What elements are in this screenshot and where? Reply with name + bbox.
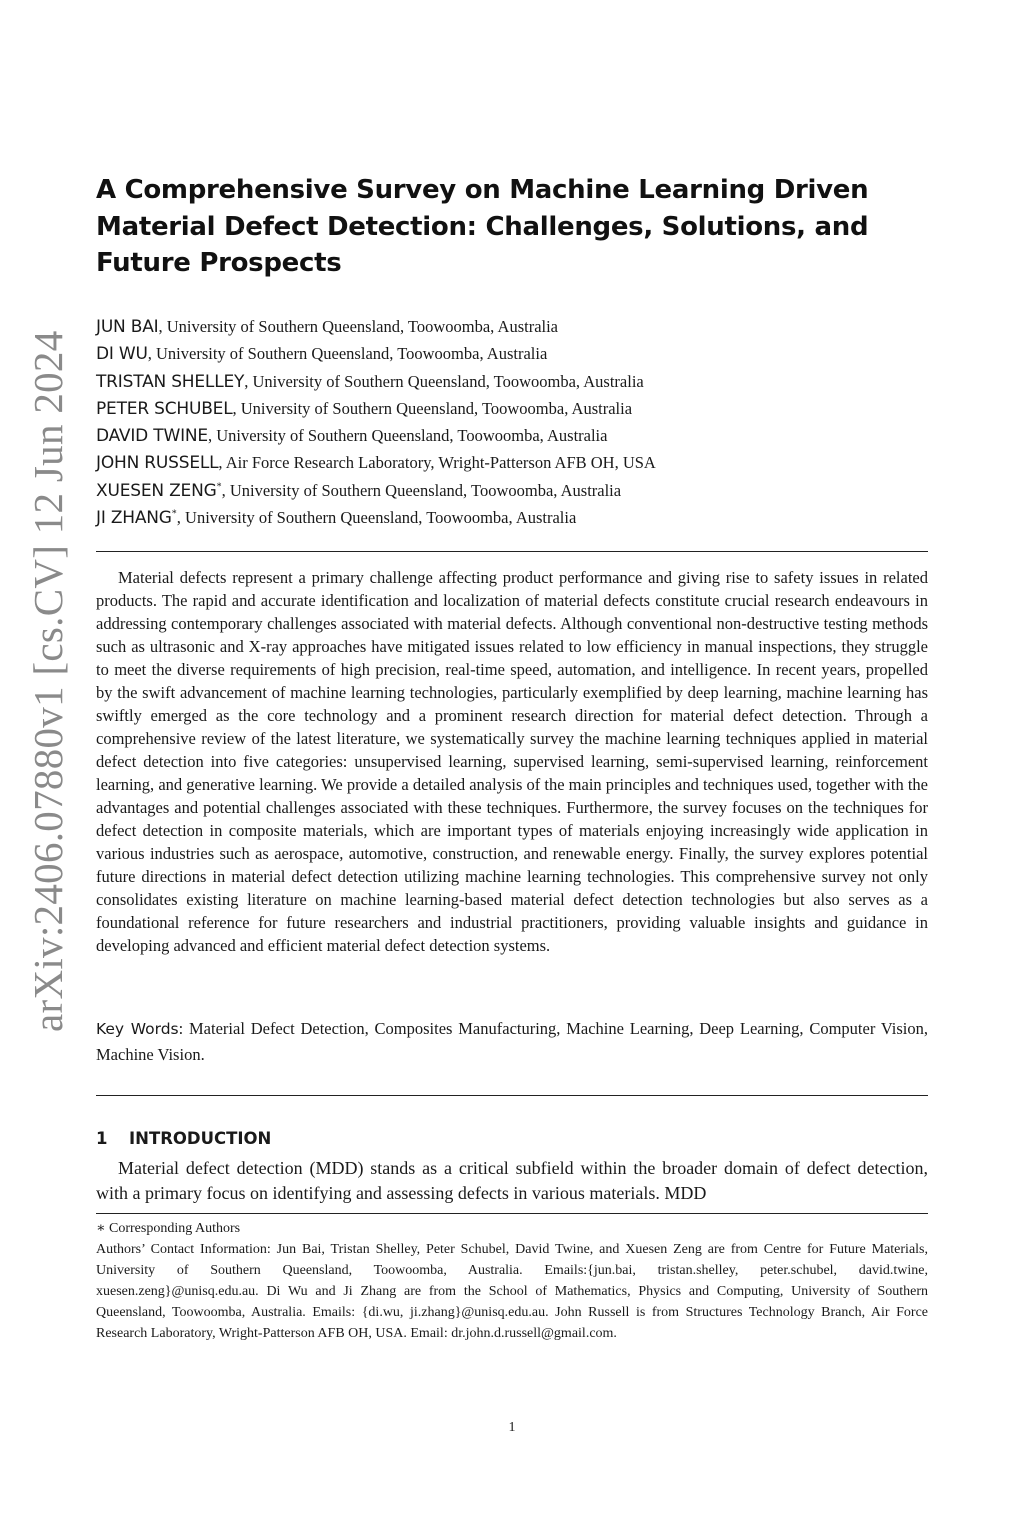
author-entry <box>96 340 936 367</box>
page-number: 1 <box>508 1420 516 1435</box>
author-name: JOHN RUSSELL <box>96 453 219 474</box>
author-affiliation: , University of Southern Queensland, Toowoomba, Australia <box>221 480 622 500</box>
contact-information: Authors’ Contact Information: Jun Bai, Tristan Shelley, Peter Schubel, David Twine, and Xuesen Zeng are from Centre for Future Materials, University of Southern Queensland, Toowoomba, Australia. Emails:{jun.bai, tristan.shelley, peter.schubel, david.twine, xuesen.zeng}@unisq.edu.au. Di Wu and Ji Zhang are from the School of Mathematics, Physics and Computing, University of Southern Queensland, Toowoomba, Australia. Emails: {di.wu, ji.zhang}@unisq.edu.au. John Russell is from Structures Technology Branch, Air Force Research Laboratory, Wright-Patterson AFB OH, USA. Email: dr.john.d.russell@gmail.com. <box>96 1242 928 1341</box>
author-affiliation: , University of Southern Queensland, Toowoomba, Australia <box>207 426 608 446</box>
author-name: JUN BAI <box>96 317 159 337</box>
footnotes <box>96 1218 928 1344</box>
author-affiliation: , University of Southern Queensland, Toowoomba, Australia <box>158 317 559 336</box>
author-name: XUESEN ZENG <box>96 480 217 501</box>
paper-title: A Comprehensive Survey on Machine Learning Driven Material Defect Detection: Challenges, Solutions, and Future Prospects <box>96 175 869 278</box>
author-entry <box>96 368 936 395</box>
corresponding-authors-note: ∗ Corresponding Authors <box>96 1221 241 1236</box>
section-heading <box>96 1129 271 1148</box>
footnote-rule <box>96 1213 928 1214</box>
author-entry <box>96 477 936 504</box>
author-name: JI ZHANG <box>96 508 172 529</box>
author-affiliation: , University of Southern Queensland, Toowoomba, Australia <box>176 508 577 528</box>
author-affiliation: , Air Force Research Laboratory, Wright-Patterson AFB OH, USA <box>218 453 656 473</box>
introduction-text: Material defect detection (MDD) stands as a critical subfield within the broader domain of defect detection, with a primary focus on identifying and assessing defects in various materials. MDD <box>96 1158 928 1203</box>
section-title: INTRODUCTION <box>129 1129 272 1148</box>
arxiv-identifier: arXiv:2406.07880v1 [cs.CV] 12 Jun 2024 <box>25 330 71 1032</box>
author-list <box>96 313 936 531</box>
author-entry <box>96 504 936 531</box>
author-entry <box>96 313 936 340</box>
author-affiliation: , University of Southern Queensland, Toowoomba, Australia <box>147 344 548 364</box>
author-name: DAVID TWINE <box>96 426 208 447</box>
keywords-text: : Material Defect Detection, Composites Manufacturing, Machine Learning, Deep Learning, Computer Vision, Machine Vision. <box>96 1019 928 1064</box>
keywords <box>96 1016 928 1067</box>
corresponding-mark: * <box>171 508 177 520</box>
author-entry <box>96 422 936 449</box>
keywords-label: Key Words <box>96 1020 179 1038</box>
corresponding-mark: * <box>216 481 222 493</box>
abstract-top-rule <box>96 551 928 552</box>
abstract-bottom-rule <box>96 1095 928 1096</box>
abstract: Material defects represent a primary challenge affecting product performance and giving rise to safety issues in related products. The rapid and accurate identification and localization of material defects constitute crucial research endeavours in addressing contemporary challenges associated with material defects. Although conventional non-destructive testing methods such as ultrasonic and X-ray approaches have mitigated issues related to low efficiency in manual inspections, they struggle to meet the diverse requirements of high precision, real-time speed, automation, and intelligence. In recent years, propelled by the swift advancement of machine learning technologies, particularly exemplified by deep learning, machine learning has swiftly emerged as the core technology and a prominent research direction for material defect detection. Through a comprehensive review of the latest literature, we systematically survey the machine learning techniques applied in material defect detection into five categories: unsupervised learning, supervised learning, semi-supervised learning, reinforcement learning, and generative learning. We provide a detailed analysis of the main principles and techniques used, together with the advantages and potential challenges associated with these techniques. Furthermore, the survey focuses on the techniques for defect detection in composite materials, which are important types of materials enjoying increasingly wide application in various industries such as aerospace, automotive, construction, and renewable energy. Finally, the survey explores potential future directions in material defect detection utilizing machine learning technologies. This comprehensive survey not only consolidates existing literature on machine learning-based material defect detection technologies but also serves as a foundational reference for future researchers and industrial practitioners, providing valuable insights and guidance in developing advanced and efficient material defect detection systems. <box>96 568 928 955</box>
author-affiliation: , University of Southern Queensland, Toowoomba, Australia <box>244 371 644 391</box>
author-affiliation: , University of Southern Queensland, Toowoomba, Australia <box>232 398 633 418</box>
author-entry <box>96 449 936 476</box>
author-name: TRISTAN SHELLEY <box>96 371 245 392</box>
section-number: 1 <box>96 1129 108 1148</box>
author-entry <box>96 395 936 422</box>
author-name: PETER SCHUBEL <box>96 398 233 419</box>
author-name: DI WU <box>96 344 148 365</box>
